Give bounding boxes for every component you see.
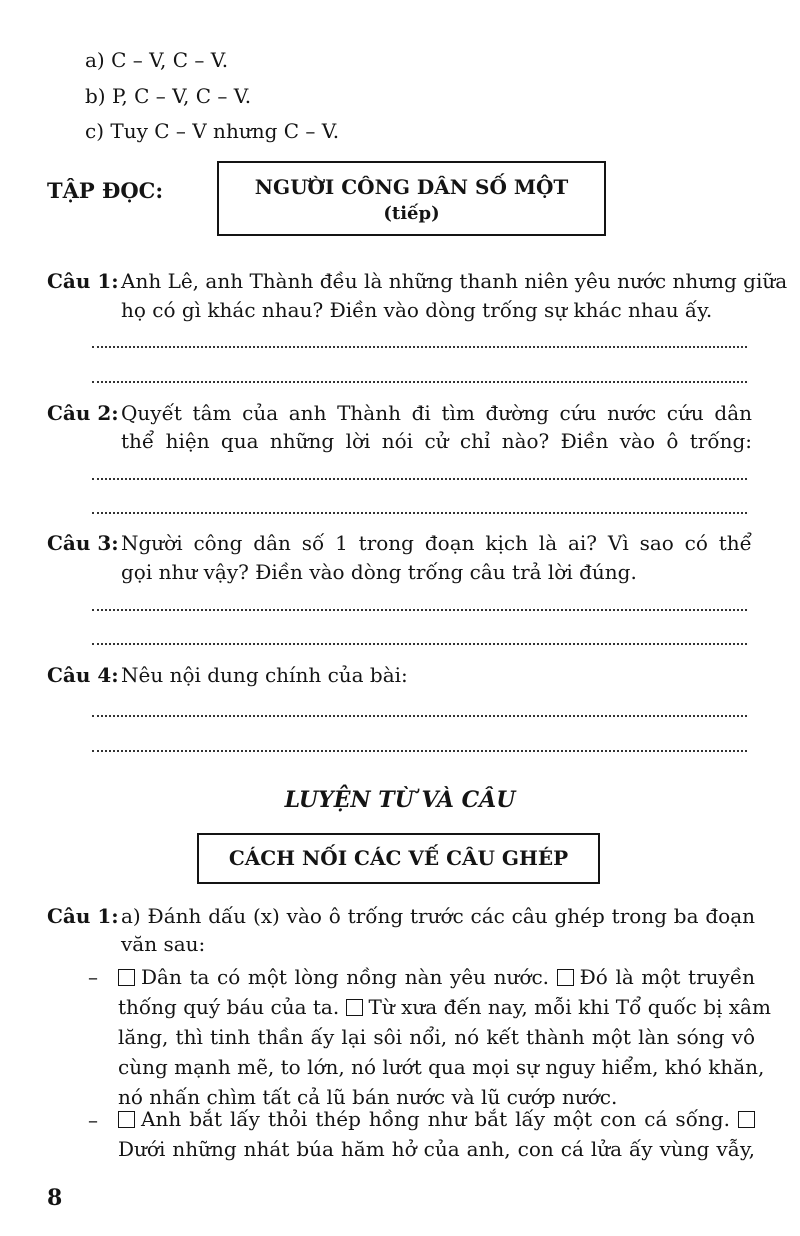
question-4-label: Câu 4: <box>47 663 119 687</box>
paragraph-1-line-5: nó nhấn chìm tất cả lũ bán nước và lũ cướp nước. <box>118 1085 618 1109</box>
checkbox[interactable] <box>118 1111 135 1128</box>
question-3-label: Câu 3: <box>47 531 119 555</box>
answer-line <box>92 715 747 717</box>
paragraph-2 <box>118 1104 755 1164</box>
vocab-heading: LUYỆN TỪ VÀ CÂU <box>284 787 516 813</box>
answer-line <box>92 609 747 611</box>
answer-line <box>92 478 747 480</box>
checkbox[interactable] <box>118 969 135 986</box>
answer-line <box>92 346 747 348</box>
question-2-line-2: thể hiện qua những lời nói cử chỉ nào? Điền vào ô trống: <box>121 429 752 453</box>
question-1-line-2: họ có gì khác nhau? Điền vào dòng trống sự khác nhau ấy. <box>121 298 713 322</box>
sentence: Dân ta có một lòng nồng nàn yêu nước. <box>141 965 550 989</box>
vocab-question-1-line-2: văn sau: <box>121 932 206 956</box>
paragraph-dash: – <box>88 1108 98 1132</box>
reading-subtitle: (tiếp) <box>383 203 440 224</box>
answer-line <box>92 381 747 383</box>
vocab-question-1-label: Câu 1: <box>47 904 119 928</box>
question-1-label: Câu 1: <box>47 269 119 293</box>
question-2-label: Câu 2: <box>47 401 119 425</box>
reading-title: NGƯỜI CÔNG DÂN SỐ MỘT <box>254 175 569 199</box>
answer-line <box>92 643 747 645</box>
reading-title-box <box>217 161 606 236</box>
reading-section-label: TẬP ĐỌC: <box>47 178 164 203</box>
question-1-line-1: Anh Lê, anh Thành đều là những thanh niên yêu nước nhưng giữa <box>121 269 788 293</box>
sentence: Anh bắt lấy thỏi thép hồng như bắt lấy một con cá sống. <box>141 1107 730 1131</box>
checkbox[interactable] <box>557 969 574 986</box>
question-3-line-1: Người công dân số 1 trong đoạn kịch là ai? Vì sao có thể <box>121 531 752 555</box>
paragraph-1-line-1 <box>118 962 755 992</box>
option-c: c) Tuy C – V nhưng C – V. <box>85 119 340 143</box>
paragraph-1 <box>118 962 771 1112</box>
option-b: b) P, C – V, C – V. <box>85 84 252 108</box>
checkbox[interactable] <box>738 1111 755 1128</box>
paragraph-1-line-3: lăng, thì tinh thần ấy lại sôi nổi, nó kết thành một làn sóng vô <box>118 1025 755 1049</box>
sentence: Đó là một truyền <box>579 965 756 989</box>
paragraph-2-line-2: Dưới những nhát búa hăm hở của anh, con cá lửa ấy vùng vẫy, <box>118 1137 755 1161</box>
paragraph-1-line-4: cùng mạnh mẽ, to lớn, nó lướt qua mọi sự nguy hiểm, khó khăn, <box>118 1055 765 1079</box>
answer-line <box>92 512 747 514</box>
vocab-box-title: CÁCH NỐI CÁC VẾ CÂU GHÉP <box>228 846 569 870</box>
page-number: 8 <box>47 1185 63 1211</box>
answer-line <box>92 750 747 752</box>
paragraph-1-line-2 <box>118 992 771 1022</box>
paragraph-dash: – <box>88 965 98 989</box>
question-3-line-2: gọi như vậy? Điền vào dòng trống câu trả lời đúng. <box>121 560 637 584</box>
checkbox[interactable] <box>346 999 363 1016</box>
sentence: Từ xưa đến nay, mỗi khi Tổ quốc bị xâm <box>368 995 771 1019</box>
option-a: a) C – V, C – V. <box>85 48 229 72</box>
question-4-line-1: Nêu nội dung chính của bài: <box>121 663 408 687</box>
question-2-line-1: Quyết tâm của anh Thành đi tìm đường cứu nước cứu dân <box>121 401 752 425</box>
paragraph-2-line-1 <box>118 1104 755 1134</box>
vocab-question-1-line-1: a) Đánh dấu (x) vào ô trống trước các câu ghép trong ba đoạn <box>121 904 755 928</box>
vocab-title-box <box>197 833 600 884</box>
sentence: thống quý báu của ta. <box>118 995 340 1019</box>
